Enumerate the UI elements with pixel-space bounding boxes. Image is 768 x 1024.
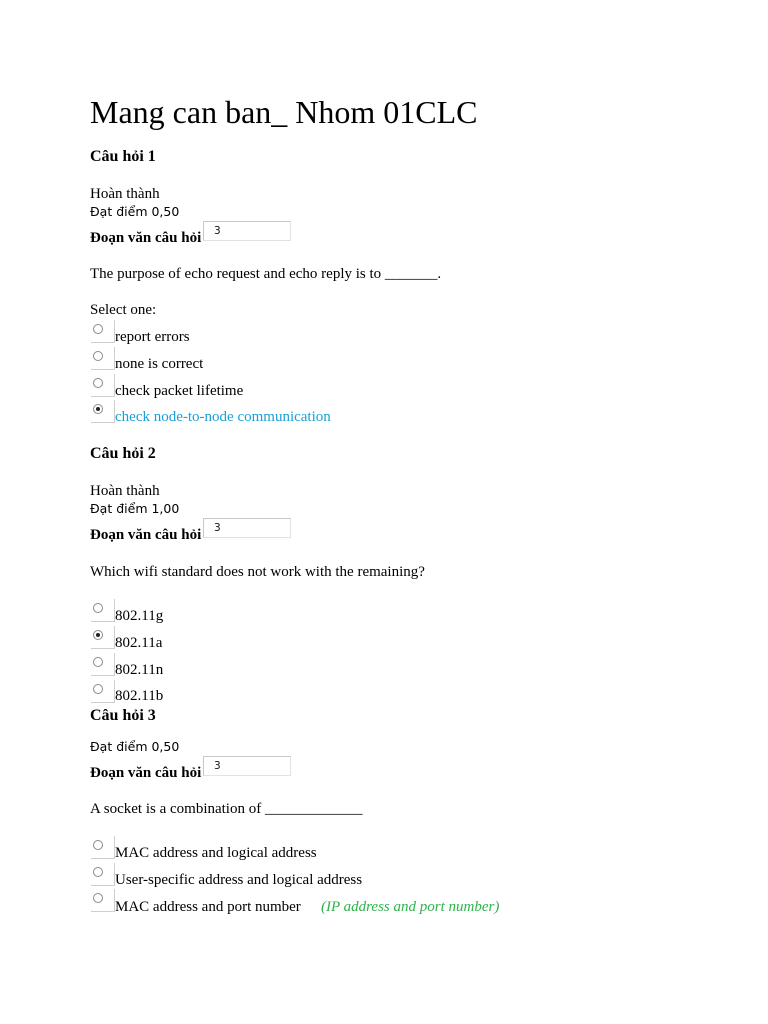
q3-option-3-radio-cell xyxy=(91,889,115,913)
question-2-text: Which wifi standard does not work with the remaining? xyxy=(90,564,425,580)
q2-option-1-radio-cell xyxy=(91,599,115,623)
page-title: Mang can ban_ Nhom 01CLC xyxy=(90,94,478,130)
q3-option-1-radio[interactable] xyxy=(93,840,103,850)
q1-option-1-radio-cell xyxy=(91,320,115,344)
q3-option-2-radio[interactable] xyxy=(93,867,103,877)
question-1-select-one: Select one: xyxy=(90,302,157,318)
question-3-text-label: Đoạn văn câu hỏi xyxy=(90,765,202,781)
q1-option-3-radio[interactable] xyxy=(93,378,103,388)
q1-option-2-radio-cell xyxy=(91,347,115,371)
q3-option-1-label[interactable]: MAC address and logical address xyxy=(115,845,317,861)
question-1-text-label: Đoạn văn câu hỏi xyxy=(90,230,202,246)
question-1-score: Đạt điểm 0,50 xyxy=(90,204,180,219)
question-1-heading: Câu hỏi 1 xyxy=(90,148,156,165)
question-2-number-box: 3 xyxy=(203,518,291,538)
q2-option-4-label[interactable]: 802.11b xyxy=(115,688,164,704)
q3-answer-note: (IP address and port number) xyxy=(321,899,500,915)
q2-option-1-label[interactable]: 802.11g xyxy=(115,608,164,624)
q2-option-1-radio[interactable] xyxy=(93,603,103,613)
q1-option-4-radio[interactable] xyxy=(93,404,103,414)
q1-option-3-radio-cell xyxy=(91,374,115,398)
q3-option-2-label[interactable]: User-specific address and logical address xyxy=(115,872,363,888)
q2-option-2-label[interactable]: 802.11a xyxy=(115,635,163,651)
question-1-status: Hoàn thành xyxy=(90,186,160,202)
q2-option-2-radio[interactable] xyxy=(93,630,103,640)
q1-option-1-label[interactable]: report errors xyxy=(115,329,190,345)
question-1-text: The purpose of echo request and echo reply is to _______. xyxy=(90,266,442,282)
question-2-heading: Câu hỏi 2 xyxy=(90,445,156,462)
q2-option-4-radio-cell xyxy=(91,680,115,704)
question-2-score: Đạt điểm 1,00 xyxy=(90,501,180,516)
q1-option-2-radio[interactable] xyxy=(93,351,103,361)
q2-option-3-radio[interactable] xyxy=(93,657,103,667)
question-3-score: Đạt điểm 0,50 xyxy=(90,739,180,754)
q2-option-2-radio-cell xyxy=(91,626,115,650)
q3-option-1-radio-cell xyxy=(91,836,115,860)
q2-option-3-label[interactable]: 802.11n xyxy=(115,662,164,678)
question-3-text: A socket is a combination of _____________ xyxy=(90,801,363,817)
question-1-number-box: 3 xyxy=(203,221,291,241)
q3-option-3-radio[interactable] xyxy=(93,893,103,903)
question-3-heading: Câu hỏi 3 xyxy=(90,707,156,724)
question-3-number-box: 3 xyxy=(203,756,291,776)
question-2-text-label: Đoạn văn câu hỏi xyxy=(90,527,202,543)
q1-option-1-radio[interactable] xyxy=(93,324,103,334)
q1-option-2-label[interactable]: none is correct xyxy=(115,356,204,372)
q3-option-3-label[interactable]: MAC address and port number xyxy=(115,899,301,915)
q1-option-4-label[interactable]: check node-to-node communication xyxy=(115,409,331,425)
q2-option-3-radio-cell xyxy=(91,653,115,677)
q1-option-3-label[interactable]: check packet lifetime xyxy=(115,383,244,399)
question-2-status: Hoàn thành xyxy=(90,483,160,499)
q2-option-4-radio[interactable] xyxy=(93,684,103,694)
q1-option-4-radio-cell xyxy=(91,400,115,424)
q3-option-2-radio-cell xyxy=(91,863,115,887)
